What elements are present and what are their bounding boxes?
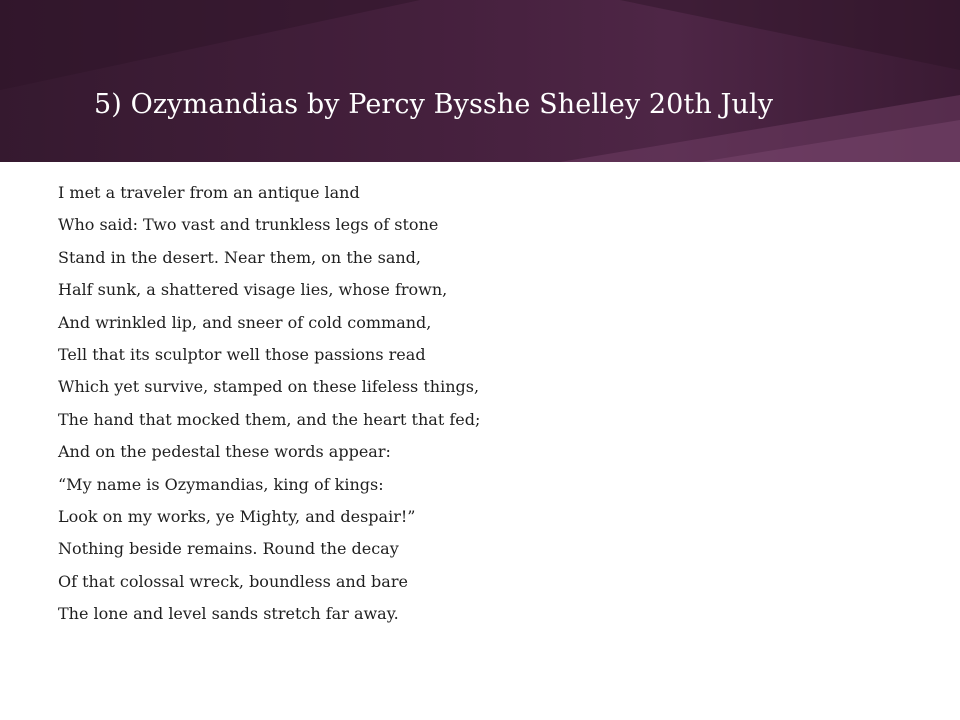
banner-decoration (0, 0, 960, 162)
banner-facet-dark (0, 0, 420, 90)
poem-line: I met a traveler from an antique land (58, 183, 360, 202)
poem-line: “My name is Ozymandias, king of kings: (58, 474, 384, 494)
poem-line: And on the pedestal these words appear: (58, 442, 391, 462)
poem-line: Look on my works, ye Mighty, and despair!” (58, 506, 416, 526)
poem-body (58, 180, 480, 633)
poem-line: Nothing beside remains. Round the decay (58, 539, 399, 559)
poem-line: And wrinkled lip, and sneer of cold command, (58, 312, 432, 332)
title-banner (0, 0, 960, 162)
poem-line: Of that colossal wreck, boundless and bare (58, 571, 408, 591)
poem-line: The lone and level sands stretch far away. (58, 604, 399, 624)
slide-title: 5) Ozymandias by Percy Bysshe Shelley 20th July (94, 89, 774, 120)
poem-line: Half sunk, a shattered visage lies, whose frown, (58, 280, 448, 300)
banner-facet-dark-right (620, 0, 960, 70)
poem-line: Tell that its sculptor well those passions read (58, 344, 426, 364)
poem-line: Stand in the desert. Near them, on the sand, (58, 247, 421, 267)
poem-line: Which yet survive, stamped on these lifeless things, (58, 377, 480, 397)
poem-line: Who said: Two vast and trunkless legs of stone (58, 215, 439, 235)
poem-line: The hand that mocked them, and the heart that fed; (58, 409, 481, 429)
